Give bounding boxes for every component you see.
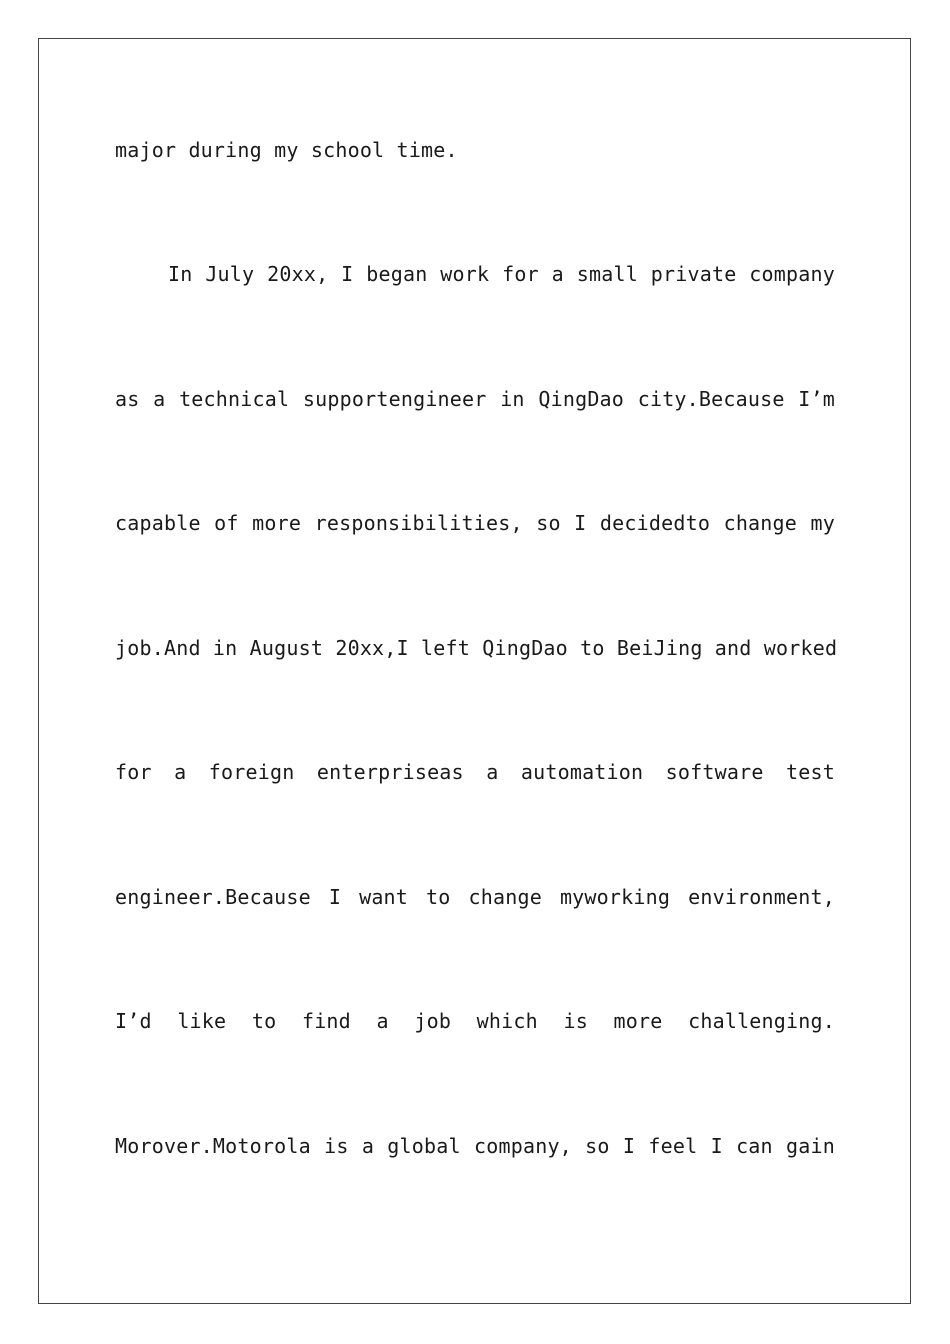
body-text-line-7: engineer.Because I want to change myworking environment,: [115, 885, 835, 909]
body-text-line-6: for a foreign enterpriseas a automation software test: [115, 760, 835, 784]
body-text-line-2: In July 20xx, I began work for a small private company: [168, 262, 835, 286]
body-text-line-3: as a technical supportengineer in QingDao city.Because I’m: [115, 387, 835, 411]
page-frame: [38, 38, 911, 1304]
body-text-line-4: capable of more responsibilities, so I decidedto change my: [115, 511, 835, 535]
body-text-line-9: Morover.Motorola is a global company, so I feel I can gain: [115, 1134, 835, 1158]
body-text-line-5: job.And in August 20xx,I left QingDao to BeiJing and worked: [115, 636, 838, 660]
body-text-line-1: major during my school time.: [115, 138, 458, 162]
body-text-line-8: I’d like to find a job which is more challenging.: [115, 1009, 835, 1033]
